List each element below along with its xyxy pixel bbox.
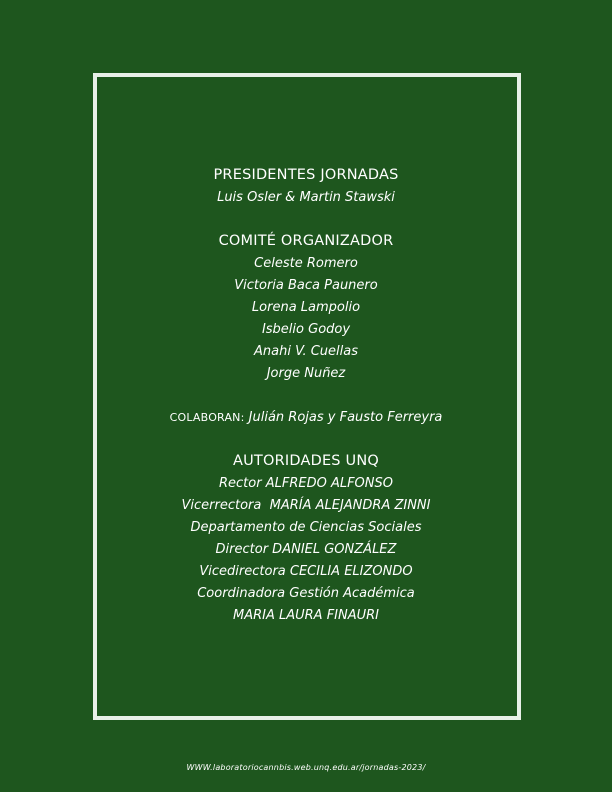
comite-member: Celeste Romero [254, 256, 358, 271]
autoridades-line: Coordinadora Gestión Académica [197, 586, 415, 601]
autoridades-heading: AUTORIDADES UNQ [233, 453, 379, 469]
comite-member: Jorge Nuñez [266, 366, 346, 381]
comite-member: Victoria Baca Paunero [234, 278, 378, 293]
comite-member: Anahi V. Cuellas [253, 344, 359, 359]
autoridades-line: Vicedirectora CECILIA ELIZONDO [199, 564, 413, 579]
presidentes-heading: PRESIDENTES JORNADAS [213, 167, 399, 183]
comite-member: Lorena Lampolio [251, 300, 361, 315]
comite-heading: COMITÉ ORGANIZADOR [218, 233, 394, 249]
comite-member: Isbelio Godoy [261, 322, 351, 337]
autoridades-line: Rector ALFREDO ALFONSO [219, 476, 393, 491]
autoridades-line: MARIA LAURA FINAURI [232, 608, 380, 623]
colaboran-label: COLABORAN: [169, 411, 245, 424]
autoridades-line: Director DANIEL GONZÁLEZ [215, 542, 397, 557]
autoridades-line: Departamento de Ciencias Sociales [190, 520, 422, 535]
colaboran-names: Julián Rojas y Fausto Ferreyra [248, 410, 443, 425]
colaboran-line [0, 409, 612, 427]
presidentes-names: Luis Osler & Martin Stawski [217, 190, 395, 205]
footer-url[interactable]: WWW.laboratoriocannbis.web.unq.edu.ar/jornadas-2023/ [186, 763, 426, 772]
autoridades-line: Vicerrectora MARÍA ALEJANDRA ZINNI [181, 498, 431, 513]
